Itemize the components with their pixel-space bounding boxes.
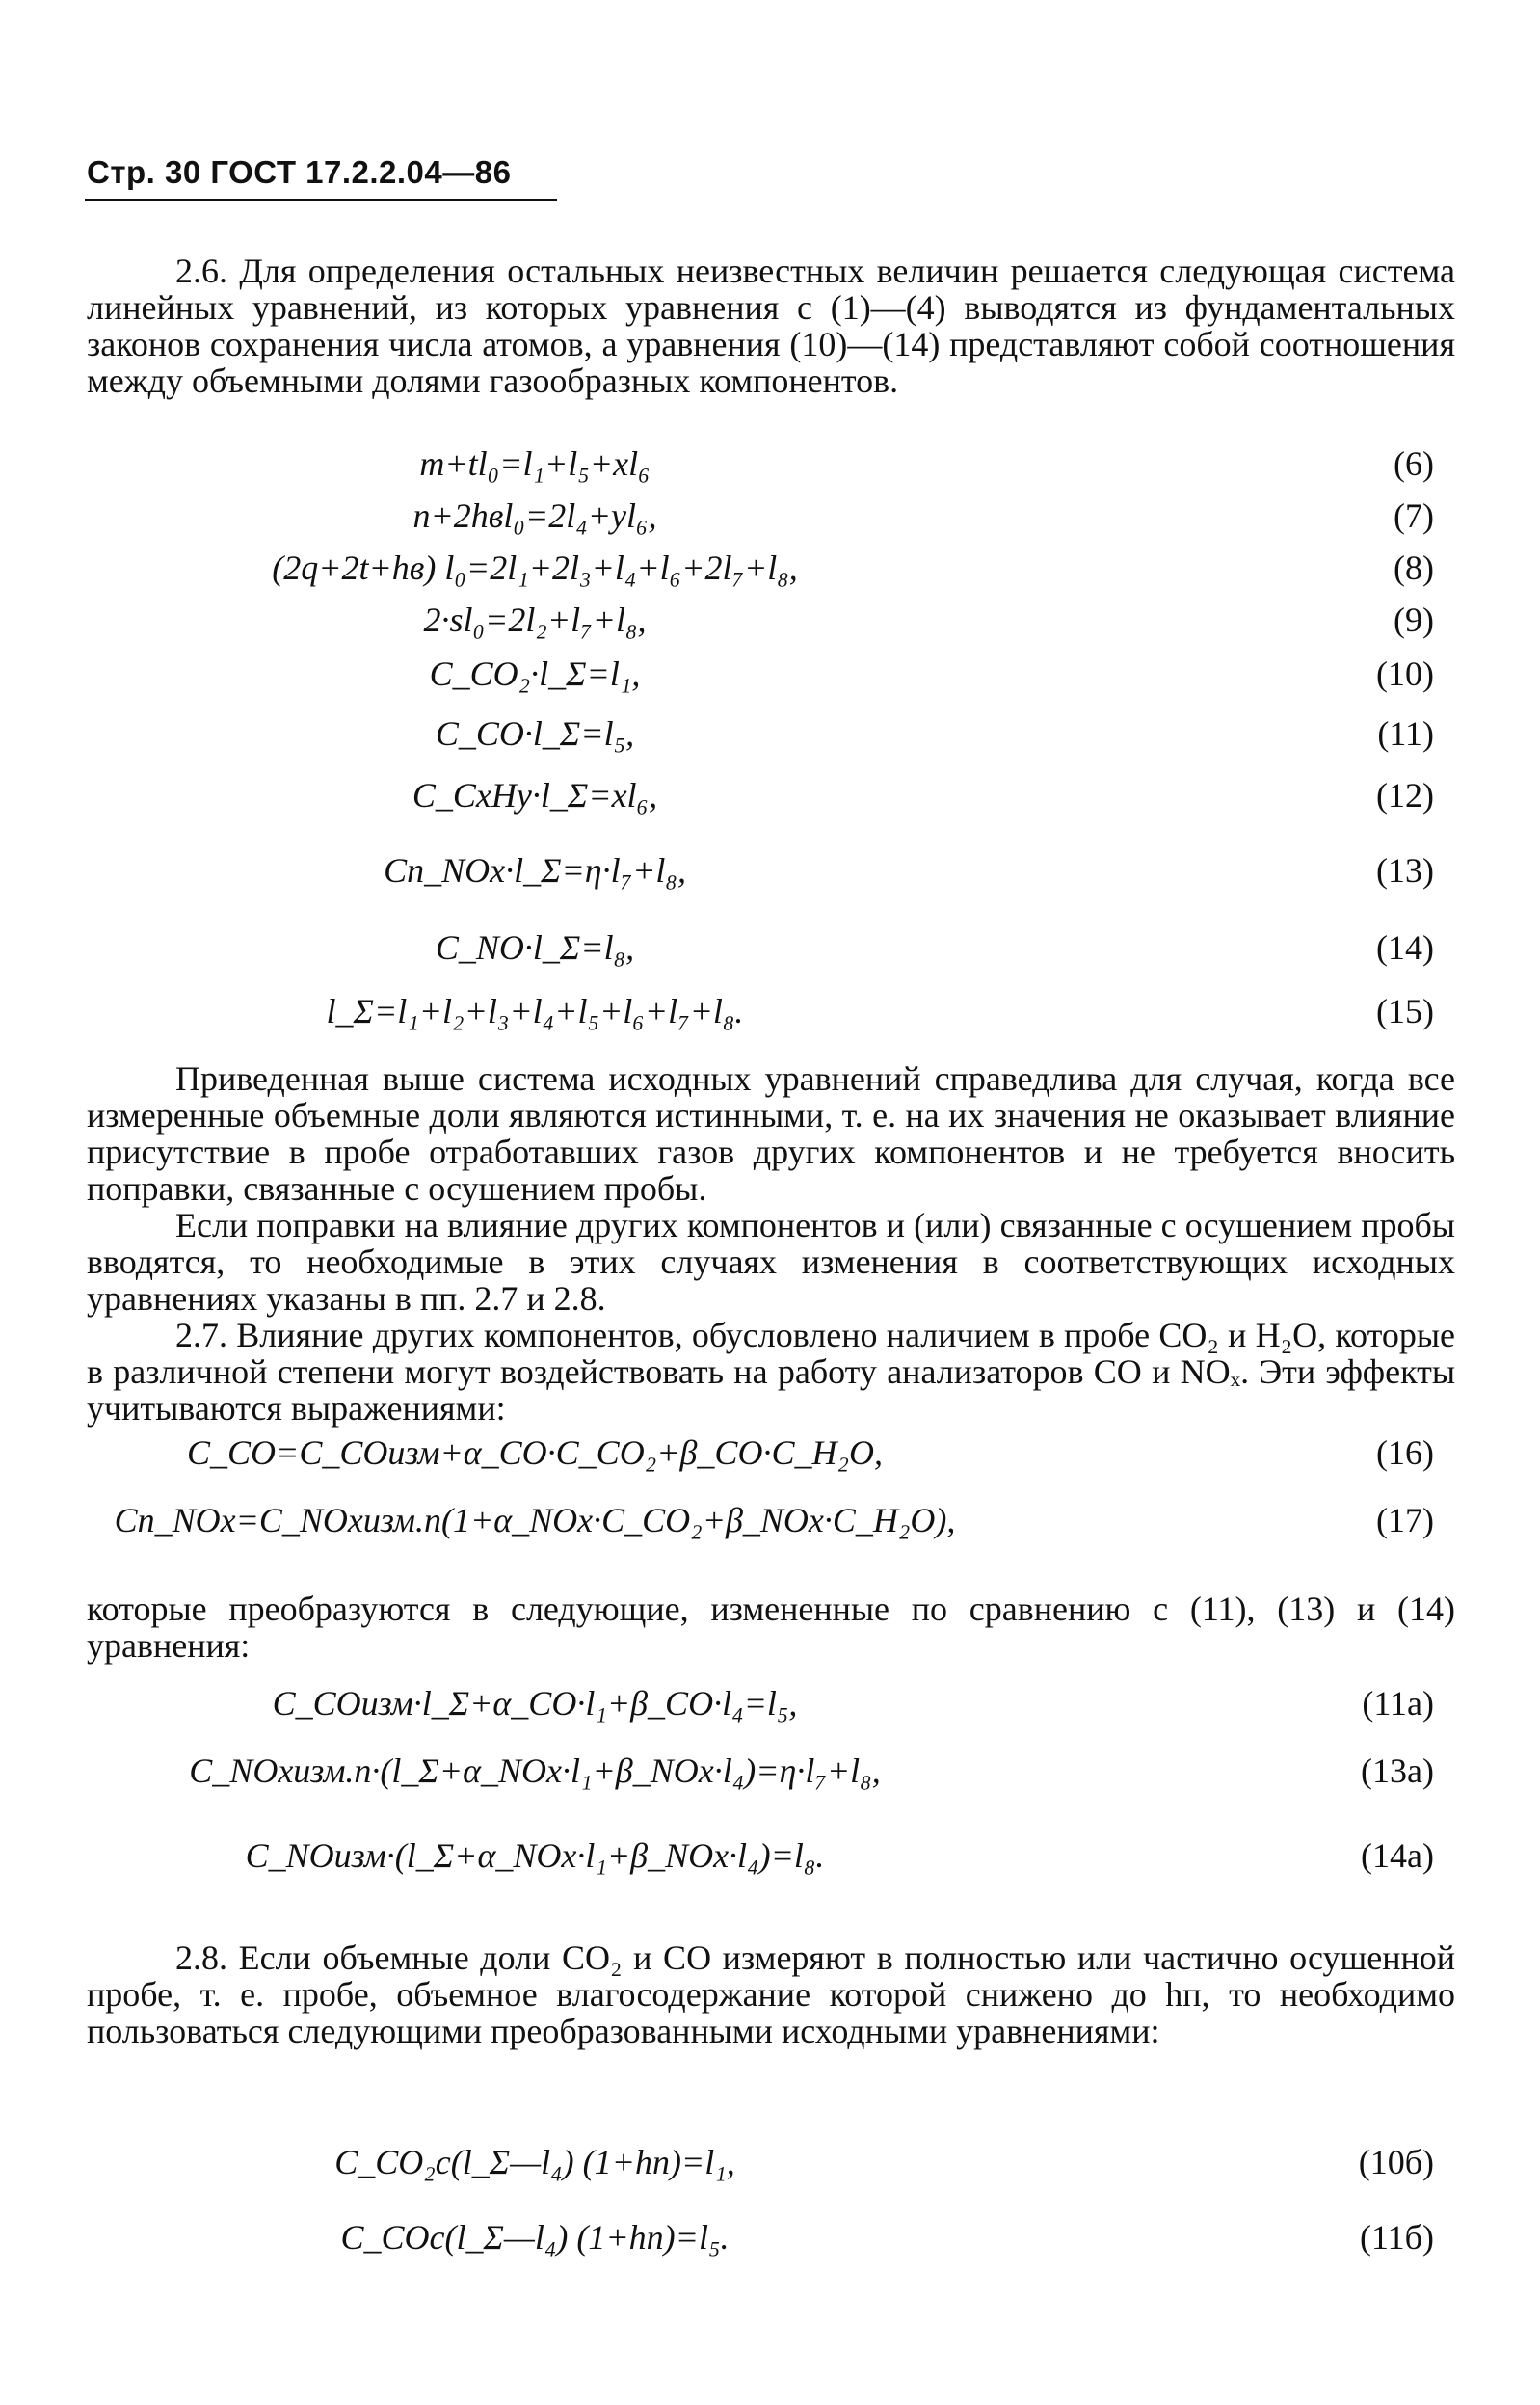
equation-number: (7): [1394, 496, 1434, 535]
paragraph-transform-text: которые преобразуются в следующие, измененные по сравнению с (11), (13) и (14) уравнения:: [87, 1590, 1455, 1665]
equation-expr: (2q+2t+hв) l₀=2l₁+2l₃+l₄+l₆+2l₇+l₈,: [272, 548, 798, 587]
equation-number: (13а): [1361, 1751, 1434, 1790]
equation-expr: C_NOxизм.п·(l_Σ+α_NOx·l₁+β_NOx·l₄)=η·l₇+l₈,: [189, 1751, 881, 1790]
equation-number: (11б): [1360, 2218, 1434, 2257]
equation-expr: C_COс(l_Σ—l₄) (1+hп)=l₅.: [340, 2218, 730, 2257]
equation-number: (16): [1376, 1433, 1434, 1472]
equation-9: [0, 600, 1540, 648]
equation-number: (10б): [1358, 2143, 1434, 2181]
paragraph-corrections-text: Если поправки на влияние других компонентов и (или) связанные с осушением пробы вводятся, то необходимые в этих случаях изменения в соответствующих исходных уравнениях указаны в пп. 2.7 и 2.8.: [87, 1206, 1455, 1318]
equation-11: [0, 713, 1540, 762]
equation-number: (14а): [1361, 1836, 1434, 1875]
equation-expr: C_NO·l_Σ=l₈,: [435, 928, 635, 967]
equation-number: (9): [1394, 601, 1434, 639]
equation-expr: C_CO=C_COизм+α_CO·C_CO₂+β_CO·C_H₂O,: [187, 1433, 883, 1472]
page-header: Стр. 30 ГОСТ 17.2.2.04—86: [87, 154, 512, 190]
section-2-6: [87, 253, 1455, 399]
header-rule: [85, 199, 557, 201]
paragraph-system-valid: [87, 1060, 1455, 1427]
equation-14: [0, 927, 1540, 975]
equation-expr: n+2hвl₀=2l₄+yl₆,: [412, 496, 657, 535]
equation-number: (15): [1376, 992, 1434, 1030]
equation-12: [0, 775, 1540, 823]
paragraph-transform: [87, 1590, 1455, 1664]
equation-11b: [0, 2217, 1540, 2265]
equation-number: (6): [1394, 444, 1434, 483]
equation-expr: C_COизм·l_Σ+α_CO·l₁+β_CO·l₄=l₅,: [272, 1684, 798, 1723]
equation-7: [0, 495, 1540, 544]
equation-number: (10): [1376, 655, 1434, 693]
section-2-8: [87, 1939, 1455, 2049]
equation-expr: 2·sl₀=2l₂+l₇+l₈,: [423, 601, 647, 639]
equation-expr: m+tl₀=l₁+l₅+xl₆: [419, 444, 651, 483]
equation-14a: [0, 1835, 1540, 1884]
equation-11a: [0, 1683, 1540, 1731]
equation-expr: C_CO·l_Σ=l₅,: [435, 714, 635, 753]
equation-expr: C_CO₂·l_Σ=l₁,: [429, 655, 641, 693]
paragraph-system-valid-text: Приведенная выше система исходных уравнений справедлива для случая, когда все измеренные объемные доли являются истинными, т. е. на их значения не оказывает влияние присутствие в пробе отработавших газов других компонентов и не требуется вносить поправки, связанные с осушением пробы.: [87, 1059, 1455, 1208]
equation-number: (14): [1376, 928, 1434, 967]
equation-8: [0, 548, 1540, 596]
equation-expr: Cп_NOx=C_NOxизм.п(1+α_NOx·C_CO₂+β_NOx·C_H₂O),: [114, 1501, 956, 1539]
equation-number: (17): [1376, 1501, 1434, 1539]
equation-6: [0, 443, 1540, 492]
equation-expr: l_Σ=l₁+l₂+l₃+l₄+l₅+l₆+l₇+l₈.: [326, 992, 744, 1030]
equation-expr: C_CO₂с(l_Σ—l₄) (1+hп)=l₁,: [334, 2143, 735, 2181]
section-2-6-text: 2.6. Для определения остальных неизвестных величин решается следующая система линейных уравнений, из которых уравнения с (1)—(4) выводятся из фундаментальных законов сохранения числа атомов, а уравнения (10)—(14) представляют собой соотношения между объемными долями газообразных компонентов.: [87, 252, 1455, 400]
equation-number: (11а): [1362, 1684, 1434, 1723]
equation-number: (13): [1376, 851, 1434, 890]
equation-13a: [0, 1750, 1540, 1799]
section-2-7-text: 2.7. Влияние других компонентов, обусловлено наличием в пробе CO₂ и H₂O, которые в различной степени могут воздействовать на работу анализаторов CO и NOₓ. Эти эффекты учитываются выражениями:: [87, 1316, 1456, 1428]
equation-16: [0, 1432, 1540, 1481]
equation-number: (12): [1376, 776, 1434, 815]
equation-10b: [0, 2142, 1540, 2190]
equation-expr: C_NOизм·(l_Σ+α_NOx·l₁+β_NOx·l₄)=l₈.: [245, 1836, 825, 1875]
equation-17: [0, 1500, 1540, 1548]
equation-10: [0, 654, 1540, 702]
equation-number: (11): [1377, 714, 1434, 753]
equation-15: [0, 991, 1540, 1039]
equation-13: [0, 850, 1540, 898]
section-2-8-text: 2.8. Если объемные доли CO₂ и CO измеряют в полностью или частично осушенной пробе, т. е. пробе, объемное влагосодержание которой снижено до hп, то необходимо пользоваться следующими преобразованными исходными уравнениями:: [87, 1938, 1455, 2050]
equation-expr: Cп_NOx·l_Σ=η·l₇+l₈,: [384, 851, 686, 890]
equation-number: (8): [1394, 548, 1434, 587]
equation-expr: C_CxHy·l_Σ=xl₆,: [412, 776, 658, 815]
